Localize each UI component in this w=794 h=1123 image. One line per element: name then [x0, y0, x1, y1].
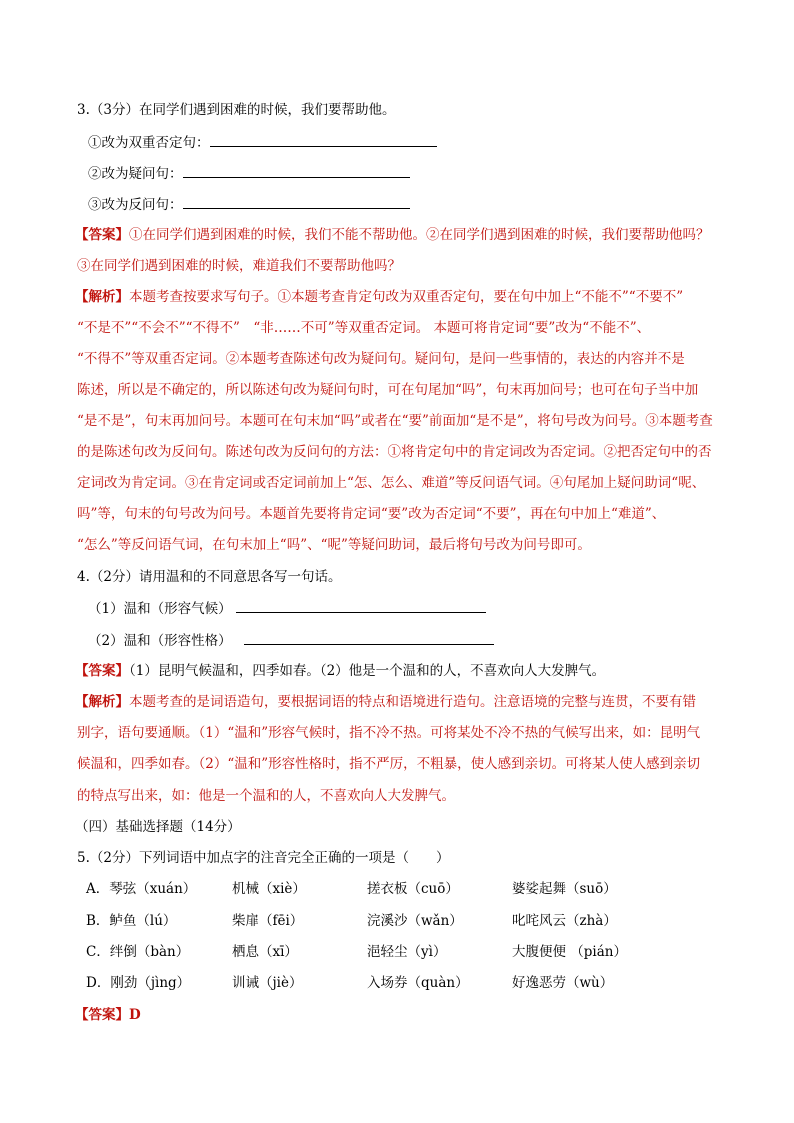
q3-blank-3 — [88, 194, 410, 215]
q3-blank-1 — [88, 132, 437, 153]
q4-answer-tag: 【答案】 — [75, 663, 129, 679]
q3-blank-2-line[interactable] — [183, 163, 410, 178]
q5-option-c-1[interactable]: C．绊倒（bàn） — [86, 944, 190, 960]
q4-analysis-tag: 【解析】 — [75, 694, 129, 710]
q5-option-c-3: 浥轻尘（yì） — [367, 944, 447, 960]
q4-blank-2-label: （2）温和（形容性格） — [88, 633, 232, 649]
q4-blank-2 — [88, 630, 494, 651]
q5-stem: 5.（2分）下列词语中加点字的注音完全正确的一项是（ ） — [77, 850, 450, 866]
q4-blank-2-line[interactable] — [244, 630, 494, 645]
q3-analysis-tag: 【解析】 — [75, 289, 129, 305]
q3-answer-text-1: ①在同学们遇到困难的时候，我们不能不帮助他。②在同学们遇到困难的时候，我们要帮助他吗？ — [129, 227, 710, 243]
q5-option-d-3: 入场券（quàn） — [367, 975, 469, 991]
q3-stem: 3.（3分）在同学们遇到困难的时候，我们要帮助他。 — [77, 102, 396, 118]
q5-option-a-3: 搓衣板（cuō） — [367, 881, 459, 897]
q4-blank-1-line[interactable] — [236, 598, 486, 613]
q4-analysis-text-1: 本题考查的是词语造句，要根据词语的特点和语境进行造句。注意语境的完整与连贯，不要有错 — [129, 694, 696, 710]
q5-option-b-1[interactable]: B．鲈鱼（lú） — [86, 913, 177, 929]
q3-analysis-line-9: “怎么”等反问语气词，在句末加上“吗”、“呢”等疑问助词，最后将句号改为问号即可。 — [77, 537, 591, 553]
q4-analysis-line-4: 的特点写出来，如：他是一个温和的人，不喜欢向人大发脾气。 — [77, 788, 455, 804]
q3-analysis-line-4: 陈述，所以是不确定的，所以陈述句改为疑问句时，可在句尾加“吗”，句末再加问号；也可在句子当中加 — [77, 382, 699, 398]
q3-blank-3-line[interactable] — [183, 194, 410, 209]
q3-analysis-line-2: “不是不”“不会不”“不得不” “非……不可”等双重否定词。 本题可将肯定词“要”改为“不能不”、 — [77, 320, 651, 336]
q5-option-d-4: 好逸恶劳（wù） — [512, 975, 614, 991]
q5-option-d-1[interactable]: D．刚劲（jìng） — [86, 975, 191, 991]
q4-blank-1-label: （1）温和（形容气候） — [88, 601, 232, 617]
q5-option-b-3: 浣溪沙（wǎn） — [367, 913, 463, 929]
q3-answer-line-1 — [75, 225, 710, 245]
q3-blank-2-label: ②改为疑问句： — [88, 166, 183, 182]
q3-blank-2 — [88, 163, 410, 184]
q4-analysis-line-3: 候温和，四季如春。（2）“温和”形容性格时，指不严厉，不粗暴，使人感到亲切。可将某人使人感到亲切 — [77, 756, 701, 772]
q5-option-b-2: 柴扉（fēi） — [232, 913, 304, 929]
q4-blank-1 — [88, 598, 486, 619]
q3-analysis-line-7: 定词改为肯定词。③在肯定词或否定词前加上“怎、怎么、难道”等反问语气词。④句尾加上疑问助词“呢、 — [77, 475, 706, 491]
q4-stem: 4.（2分）请用温和的不同意思各写一句话。 — [77, 569, 342, 585]
q3-analysis-line-5: “是不是”，句末再加问号。本题可在句末加“吗”或者在“要”前面加“是不是”，将句号改为问号。③本题考查 — [77, 413, 713, 429]
q5-option-c-4: 大腹便便 （pián） — [512, 944, 627, 960]
q3-analysis-line-8: 吗”等，句末的句号改为问号。本题首先要将肯定词“要”改为否定词“不要”，再在句中加上“难道”、 — [77, 506, 666, 522]
q5-option-a-4: 婆娑起舞（suō） — [512, 881, 617, 897]
q5-option-a-1[interactable]: A．琴弦（xuán） — [86, 881, 197, 897]
q4-analysis-line-2: 别字，语句要通顺。（1）“温和”形容气候时，指不冷不热。可将某处不冷不热的气候写出来，如：昆明气 — [77, 725, 701, 741]
q4-answer-text: （1）昆明气候温和，四季如春。（2）他是一个温和的人，不喜欢向人大发脾气。 — [129, 663, 606, 679]
q5-option-a-2: 机械（xiè） — [232, 881, 306, 897]
q3-answer-tag: 【答案】 — [75, 227, 129, 243]
q5-option-b-4: 叱咤风云（zhà） — [512, 913, 617, 929]
q4-answer-line — [75, 661, 605, 681]
q3-blank-1-line[interactable] — [210, 132, 437, 147]
q3-analysis-line-3: “不得不”等双重否定词。②本题考查陈述句改为疑问句。疑问句，是问一些事情的，表达的内容并不是 — [77, 351, 685, 367]
q3-analysis-line-1 — [75, 287, 683, 307]
q3-analysis-line-6: 的是陈述句改为反问句。陈述句改为反问句的方法：①将肯定句中的肯定词改为否定词。②把否定句中的否 — [77, 444, 712, 460]
q5-option-c-2: 栖息（xī） — [232, 944, 298, 960]
q5-answer-line — [75, 1005, 141, 1025]
q3-blank-3-label: ③改为反问句： — [88, 197, 183, 213]
q5-option-d-2: 训诫（jiè） — [232, 975, 303, 991]
q5-answer-tag: 【答案】 — [75, 1007, 129, 1023]
section-heading: （四）基础选择题（14分） — [75, 819, 241, 835]
q3-blank-1-label: ①改为双重否定句： — [88, 135, 210, 151]
q5-answer-text: D — [129, 1007, 141, 1023]
q4-analysis-line-1 — [75, 692, 696, 712]
q3-analysis-text-1: 本题考查按要求写句子。①本题考查肯定句改为双重否定句，要在句中加上“不能不”“不要不” — [129, 289, 684, 305]
q3-answer-line-2: ③在同学们遇到困难的时候，难道我们不要帮助他吗？ — [77, 258, 401, 274]
